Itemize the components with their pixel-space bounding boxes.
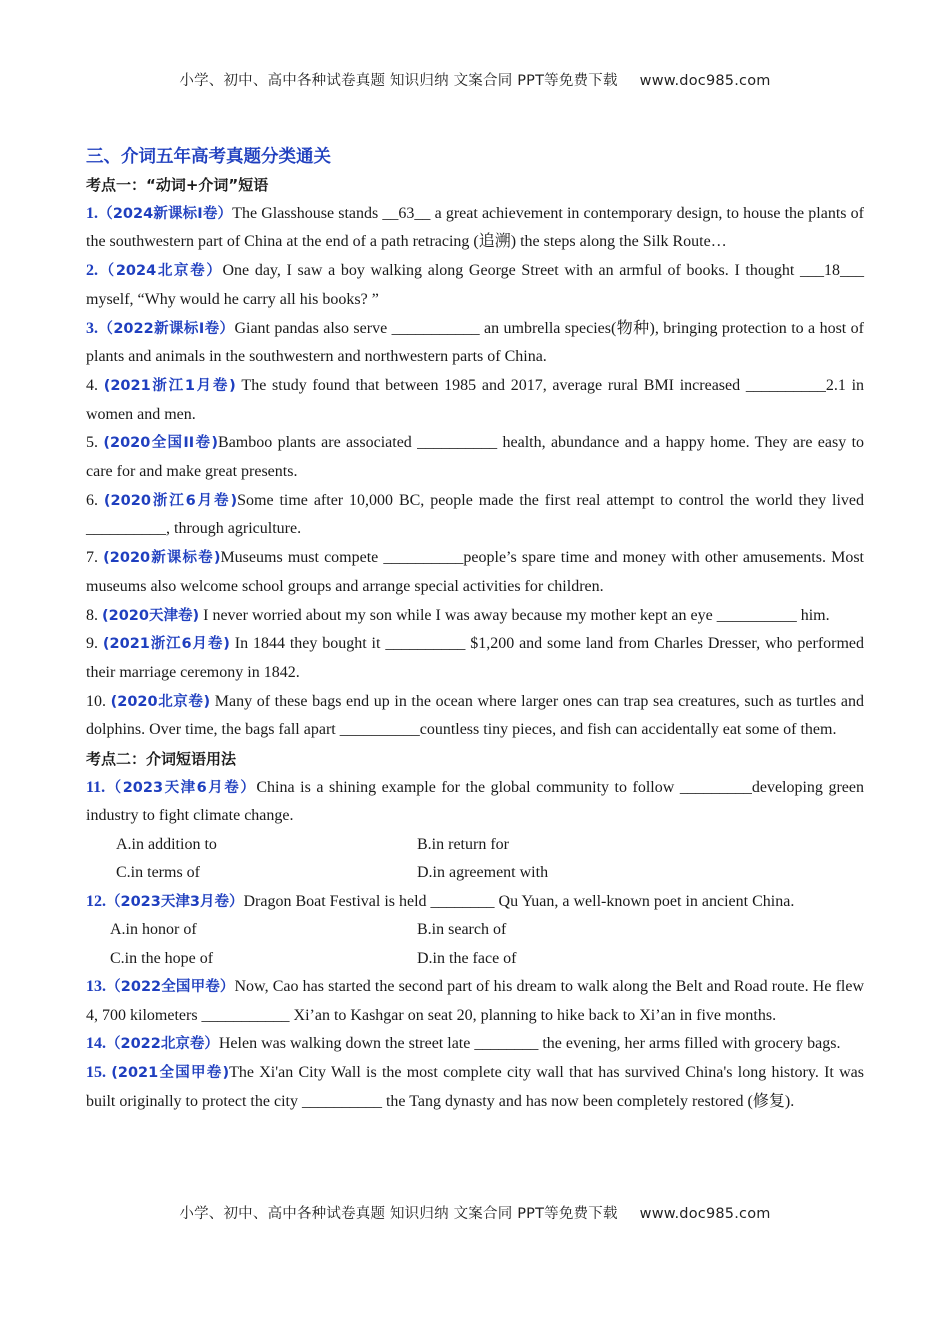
question-source: (2020全国II卷)	[103, 435, 219, 452]
question-13	[86, 973, 864, 1030]
options-row	[86, 945, 864, 973]
kaodian-heading-1: 考点一：“动词+介词”短语	[86, 176, 269, 194]
question-2	[86, 257, 864, 314]
question-source: （2024新课标I卷）	[98, 205, 233, 222]
question-text: China is a shining example for the global community to follow _________developing green industry to fight climate change.	[86, 778, 864, 825]
answer-blank: __63__	[382, 204, 431, 222]
question-number: 14.	[86, 1035, 106, 1053]
question-text: Bamboo plants are associated __________ health, abundance and a happy home. They are easy to care for and make great presents.	[86, 434, 865, 481]
question-source: （2022全国甲卷）	[106, 979, 235, 996]
page-header	[0, 69, 950, 90]
question-text: The Glasshouse stands	[232, 204, 383, 222]
question-15	[86, 1059, 864, 1116]
question-source: （2023天津6月卷）	[105, 779, 257, 796]
header-text: 小学、初中、高中各种试卷真题 知识归纳 文案合同 PPT等免费下载	[179, 73, 618, 89]
question-number: 13.	[86, 978, 106, 996]
question-source: (2021浙江6月卷)	[102, 636, 230, 653]
option-b[interactable]: B.in return for	[417, 836, 509, 854]
option-d[interactable]: D.in agreement with	[417, 864, 549, 882]
document-body	[86, 143, 864, 1117]
question-text: I never worried about my son while I was away because my mother kept an eye __________ him.	[199, 606, 830, 624]
question-12	[86, 888, 864, 917]
options-row	[86, 859, 864, 887]
question-source: (2020浙江6月卷)	[103, 492, 238, 509]
question-number: 7.	[86, 549, 104, 567]
question-source: (2021全国甲卷)	[111, 1065, 230, 1082]
question-11	[86, 774, 864, 831]
question-number: 3.	[86, 319, 98, 337]
question-number: 11.	[86, 778, 106, 796]
question-text: Helen was walking down the street late ________ the evening, her arms filled with grocery bags.	[218, 1035, 841, 1053]
question-text: Museums must compete __________people’s spare time and money with other amusements. Most museums also welcome school groups and arrange special activities for children.	[86, 549, 864, 595]
footer-site-link[interactable]: www.doc985.com	[639, 1206, 771, 1222]
question-number: 15.	[86, 1064, 112, 1082]
question-1	[86, 200, 864, 257]
question-number: 2.	[86, 262, 98, 280]
question-3	[86, 315, 864, 372]
question-text: Giant pandas also serve ___________ an umbrella species(物种), bringing protection to a host of plants and animals in the southwestern and northwestern parts of China.	[86, 319, 864, 366]
options-row	[86, 831, 864, 859]
question-7	[86, 544, 864, 601]
footer-text: 小学、初中、高中各种试卷真题 知识归纳 文案合同 PPT等免费下载	[179, 1206, 618, 1222]
question-text-cont: a great achievement in contemporary design, to house the plants of the southwestern part of China at the end of a path retracing (追溯) the steps along the Silk Route…	[86, 204, 864, 251]
question-10	[86, 688, 864, 745]
question-text: Some time after 10,000 BC, people made the first real attempt to control the world they lived __________, through agriculture.	[86, 491, 865, 538]
question-number: 4.	[86, 376, 104, 394]
question-9	[86, 630, 864, 687]
question-source: (2020北京卷)	[110, 693, 211, 710]
question-text: Now, Cao has started the second part of his dream to walk along the Belt and Road route. He flew 4, 700 kilometers ___________ Xi’an to Kashgar on seat 20, planning to hike back to Xi’an in five months.	[86, 978, 864, 1024]
question-6	[86, 487, 864, 544]
question-text: One day, I saw a boy walking along George Street with an armful of books. I thought ___18___ myself, “Why would he carry all his books? ”	[86, 262, 864, 308]
question-text: Many of these bags end up in the ocean where larger ones can trap sea creatures, such as turtles and dolphins. Over time, the bags fall apart __________countless tiny pieces, and fish can accidentally eat some of them.	[86, 692, 864, 739]
kaodian-heading-2: 考点二：介词短语用法	[86, 750, 237, 769]
question-source: (2020天津卷)	[102, 607, 200, 624]
question-5	[86, 429, 864, 486]
option-a[interactable]: A.in honor of	[110, 921, 197, 939]
question-source: （2022北京卷）	[106, 1036, 219, 1053]
question-source: （2022新课标I卷）	[98, 320, 235, 337]
question-number: 8.	[86, 606, 102, 624]
question-number: 6.	[86, 491, 104, 509]
question-4	[86, 372, 864, 429]
header-site-link[interactable]: www.doc985.com	[639, 73, 771, 89]
question-number: 12.	[86, 892, 106, 910]
options-row	[86, 916, 864, 944]
question-text: The study found that between 1985 and 2017, average rural BMI increased __________2.1 in women and men.	[86, 376, 865, 423]
question-number: 10.	[86, 692, 111, 710]
question-text: Dragon Boat Festival is held ________ Qu Yuan, a well-known poet in ancient China.	[243, 892, 795, 910]
question-number: 9.	[86, 635, 103, 653]
option-a[interactable]: A.in addition to	[116, 836, 217, 854]
question-14	[86, 1030, 864, 1059]
question-text: The Xi'an City Wall is the most complete city wall that has survived China's long history. It was built originally to protect the city __________ the Tang dynasty and has now been completely restored (修复).	[86, 1064, 864, 1110]
section-title: 三、介词五年高考真题分类通关	[86, 147, 331, 167]
option-c[interactable]: C.in terms of	[116, 864, 200, 882]
question-source: (2021浙江1月卷)	[103, 377, 236, 394]
option-c[interactable]: C.in the hope of	[110, 949, 214, 967]
question-source: （2024北京卷）	[98, 263, 223, 280]
question-source: (2020新课标卷)	[103, 550, 221, 567]
question-number: 5.	[86, 434, 104, 452]
question-source: （2023天津3月卷）	[106, 893, 244, 910]
option-d[interactable]: D.in the face of	[417, 949, 517, 967]
page-footer	[0, 1202, 950, 1223]
question-8	[86, 602, 864, 631]
question-number: 1.	[86, 204, 98, 222]
question-text: In 1844 they bought it __________ $1,200 and some land from Charles Dresser, who performed their marriage ceremony in 1842.	[86, 635, 865, 681]
option-b[interactable]: B.in search of	[417, 921, 507, 939]
